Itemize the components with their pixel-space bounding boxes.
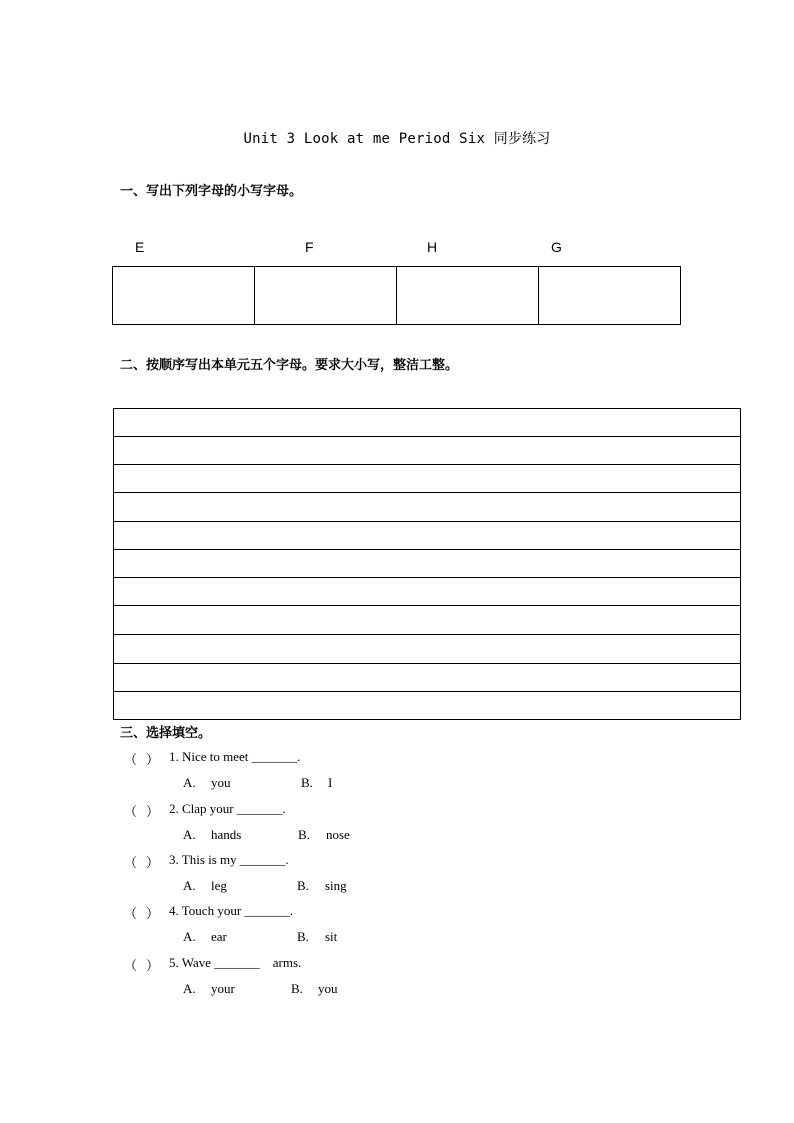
bracket-open: （: [124, 804, 138, 819]
option-b-text: sing: [325, 878, 347, 893]
option-b-label: B.: [298, 827, 310, 842]
writing-line: [114, 436, 740, 437]
question-text: 1. Nice to meet _______.: [169, 749, 301, 764]
answer-box-h[interactable]: [397, 267, 539, 325]
page-title: Unit 3 Look at me Period Six 同步练习: [243, 131, 551, 147]
writing-lines-area[interactable]: [113, 408, 741, 720]
option-b-text: nose: [326, 827, 350, 842]
section2-heading: 二、按顺序写出本单元五个字母。要求大小写，整洁工整。: [120, 358, 459, 373]
writing-line: [114, 521, 740, 522]
section1-heading: 一、写出下列字母的小写字母。: [120, 184, 303, 199]
option-b-text: I: [328, 775, 333, 790]
section3-heading: 三、选择填空。: [120, 726, 212, 741]
bracket-close: ）: [146, 804, 160, 819]
answer-box-f[interactable]: [255, 267, 397, 325]
option-a-label: A.: [183, 775, 196, 790]
bracket-close: ）: [146, 855, 160, 870]
option-a-label: A.: [183, 878, 196, 893]
option-b-label: B.: [297, 929, 309, 944]
answer-box-g[interactable]: [539, 267, 681, 325]
question-row: [0, 955, 794, 973]
writing-line: [114, 634, 740, 635]
bracket-open: （: [124, 855, 138, 870]
letter-h: H: [427, 239, 438, 255]
question-row: [0, 903, 794, 921]
option-a-text: leg: [211, 878, 227, 893]
option-b-text: you: [318, 981, 338, 996]
bracket-open: （: [124, 906, 138, 921]
question-text: 4. Touch your _______.: [169, 903, 294, 918]
option-b-text: sit: [325, 929, 338, 944]
writing-line: [114, 492, 740, 493]
writing-line: [114, 577, 740, 578]
bracket-close: ）: [146, 906, 160, 921]
option-b-label: B.: [297, 878, 309, 893]
option-a-text: your: [211, 981, 235, 996]
bracket-open: （: [124, 752, 138, 767]
question-text: 2. Clap your _______.: [169, 801, 286, 816]
question-row: [0, 852, 794, 870]
question-row: [0, 801, 794, 819]
option-a-text: hands: [211, 827, 242, 842]
option-a-text: you: [211, 775, 231, 790]
option-b-label: B.: [291, 981, 303, 996]
letter-e: E: [135, 239, 145, 255]
bracket-close: ）: [146, 752, 160, 767]
writing-line: [114, 605, 740, 606]
writing-line: [114, 464, 740, 465]
writing-line: [114, 663, 740, 664]
writing-line: [114, 691, 740, 692]
answer-box-e[interactable]: [113, 267, 255, 325]
lowercase-answer-boxes: [112, 266, 681, 325]
bracket-open: （: [124, 958, 138, 973]
option-a-label: A.: [183, 981, 196, 996]
bracket-close: ）: [146, 958, 160, 973]
option-b-label: B.: [301, 775, 313, 790]
option-a-text: ear: [211, 929, 227, 944]
question-text: 3. This is my _______.: [169, 852, 289, 867]
option-a-label: A.: [183, 929, 196, 944]
letter-g: G: [551, 239, 562, 255]
letter-f: F: [305, 239, 314, 255]
option-a-label: A.: [183, 827, 196, 842]
question-row: [0, 749, 794, 767]
question-text: 5. Wave _______ arms.: [169, 955, 302, 970]
writing-line: [114, 549, 740, 550]
